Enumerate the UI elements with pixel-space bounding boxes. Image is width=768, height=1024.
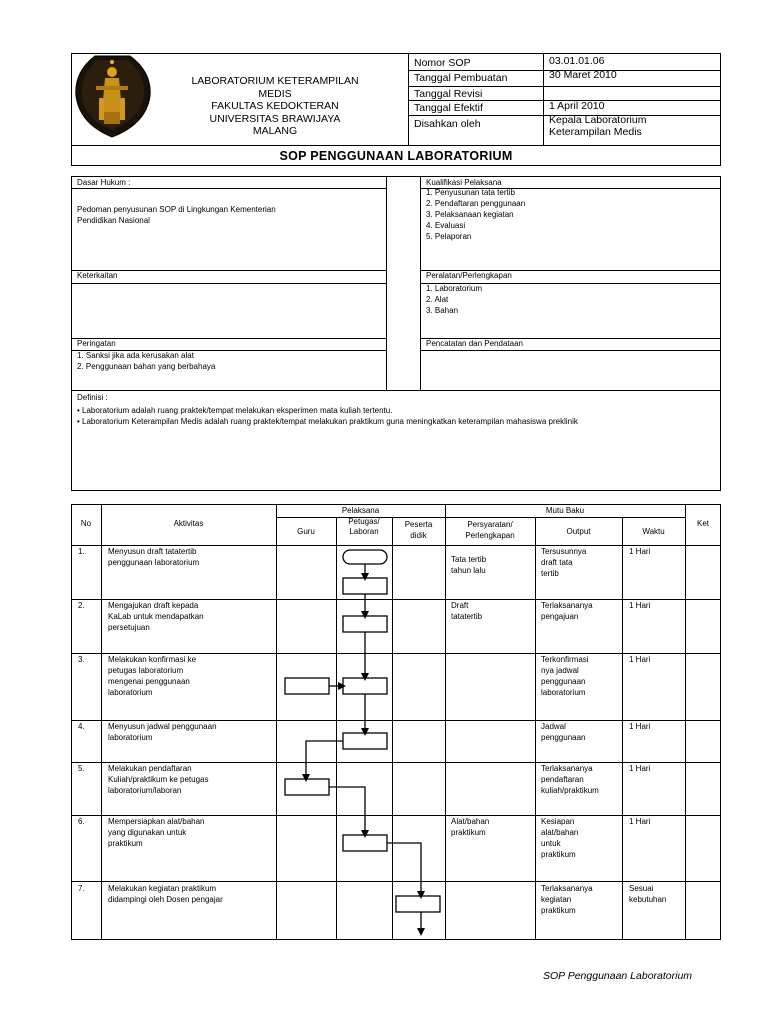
col-header-aktivitas: Aktivitas <box>173 519 204 528</box>
pencatatan-label: Pencatatan dan Pendataan <box>426 339 523 348</box>
col-header-output: Output <box>566 527 591 536</box>
dasar-hukum-text: Pedoman penyusunan SOP di Lingkungan Kementerian Pendidikan Nasional <box>77 205 276 225</box>
col-header-pelaksana: Pelaksana <box>341 506 380 515</box>
keterkaitan-label: Keterkaitan <box>77 271 118 280</box>
row-output: Jadwal penggunaan <box>541 722 586 742</box>
col-line <box>622 517 623 940</box>
footer-text: SOP Penggunaan Laboratorium <box>543 970 693 982</box>
info-line <box>71 270 386 271</box>
row-output: Terlaksananya pendaftaran kuliah/praktikum <box>541 764 599 795</box>
row-waktu: 1 Hari <box>629 764 651 773</box>
meta-value: 1 April 2010 <box>549 100 605 112</box>
definisi-label: Definisi : <box>77 393 108 402</box>
row-no: 2. <box>78 601 85 610</box>
page-title: SOP PENGGUNAAN LABORATORIUM <box>279 149 513 163</box>
row-output: Terkonfirmasi nya jadwal penggunaan laboratorium <box>541 655 589 697</box>
col-header-persyaratan: Persyaratan/ Perlengkapan <box>465 520 515 540</box>
row-waktu: Sesuai kebutuhan <box>629 884 667 904</box>
col-header-peserta: Peserta didik <box>404 520 433 540</box>
row-waktu: 1 Hari <box>629 655 651 664</box>
meta-value: 03.01.01.06 <box>549 55 605 67</box>
row-waktu: 1 Hari <box>629 722 651 731</box>
row-aktivitas: Menyusun draft tatatertib penggunaan laboratorium <box>108 547 200 567</box>
definisi-item: • Laboratorium adalah ruang praktek/tempat melakukan eksperimen mata kuliah tertentu. <box>77 406 393 415</box>
row-no: 4. <box>78 722 85 731</box>
col-header-petugas: Petugas/ Laboran <box>348 517 380 536</box>
peralatan-text: 1. Laboratorium 2. Alat 3. Bahan <box>426 284 483 315</box>
col-line <box>535 517 536 940</box>
meta-label: Tanggal Pembuatan <box>414 72 508 84</box>
col-line <box>392 517 393 940</box>
row-no: 6. <box>78 817 85 826</box>
row-aktivitas: Menyusun jadwal penggunaan laboratorium <box>108 722 217 742</box>
row-waktu: 1 Hari <box>629 547 651 556</box>
header-divider-2 <box>543 53 544 145</box>
row-output: Terlaksananya pengajuan <box>541 601 593 621</box>
row-no: 5. <box>78 764 85 773</box>
row-no: 3. <box>78 655 85 664</box>
info-line <box>420 350 721 351</box>
info-line <box>71 188 386 189</box>
row-output: Tersusunnya draft tata tertib <box>541 547 587 578</box>
col-line <box>276 504 277 940</box>
peringatan-text: 1. Sanksi jika ada kerusakan alat 2. Penggunaan bahan yang berbahaya <box>77 351 216 371</box>
row-output: Kesiapan alat/bahan untuk praktikum <box>541 817 579 859</box>
info-divider <box>386 176 387 391</box>
meta-label: Tanggal Revisi <box>414 88 483 100</box>
definisi-item: • Laboratorium Keterampilan Medis adalah ruang praktek/tempat melakukan praktikum guna meningkatkan keterampilan mahasiswa preklinik <box>77 417 578 426</box>
row-aktivitas: Mempersiapkan alat/bahan yang digunakan untuk praktikum <box>108 817 205 848</box>
meta-label: Disahkan oleh <box>414 118 481 130</box>
row-aktivitas: Melakukan konfirmasi ke petugas laboratorium mengenai penggunaan laboratorium <box>108 655 197 697</box>
col-line <box>445 504 446 940</box>
row-persyaratan: Draft tatatertib <box>451 601 483 621</box>
row-aktivitas: Melakukan pendaftaran Kuliah/praktikum ke petugas laboratorium/laboran <box>108 764 209 795</box>
row-no: 1. <box>78 547 85 556</box>
meta-value: Kepala Laboratorium Keterampilan Medis <box>549 114 647 138</box>
col-line <box>336 517 337 940</box>
peringatan-label: Peringatan <box>77 339 116 348</box>
row-output: Terlaksananya kegiatan praktikum <box>541 884 593 915</box>
col-header-waktu: Waktu <box>642 527 665 536</box>
peralatan-label: Peralatan/Perlengkapan <box>426 271 512 280</box>
col-header-mutu-baku: Mutu Baku <box>545 506 585 515</box>
row-waktu: 1 Hari <box>629 817 651 826</box>
col-header-no: No <box>80 519 92 528</box>
col-line <box>685 504 686 940</box>
row-aktivitas: Mengajukan draft kepada KaLab untuk mendapatkan persetujuan <box>108 601 204 632</box>
meta-label: Tanggal Efektif <box>414 102 483 114</box>
row-waktu: 1 Hari <box>629 601 651 610</box>
meta-label: Nomor SOP <box>414 57 471 69</box>
row-persyaratan: Tata tertib tahun lalu <box>451 555 487 575</box>
col-line <box>101 504 102 940</box>
header-divider <box>408 53 409 145</box>
row-persyaratan: Alat/bahan praktikum <box>451 817 490 837</box>
meta-line <box>408 86 721 87</box>
info-line <box>71 283 386 284</box>
kualifikasi-text: 1. Penyusunan tata tertib 2. Pendaftaran penggunaan 3. Pelaksanaan kegiatan 4. Evaluasi 5. Pelaporan <box>426 188 526 241</box>
info-line <box>71 338 386 339</box>
col-header-ket: Ket <box>696 519 709 528</box>
row-line <box>71 881 721 882</box>
institution-name: LABORATORIUM KETERAMPILAN MEDIS FAKULTAS KEDOKTERAN UNIVERSITAS BRAWIJAYA MALANG <box>191 75 359 137</box>
meta-value: 30 Maret 2010 <box>549 69 617 81</box>
title-divider <box>71 145 721 146</box>
dasar-hukum-label: Dasar Hukum : <box>77 178 131 187</box>
col-header-guru: Guru <box>297 527 315 536</box>
row-no: 7. <box>78 884 85 893</box>
row-aktivitas: Melakukan kegiatan praktikum didampingi oleh Dosen pengajar <box>108 884 223 904</box>
kualifikasi-label: Kualifikasi Pelaksana <box>426 178 502 187</box>
